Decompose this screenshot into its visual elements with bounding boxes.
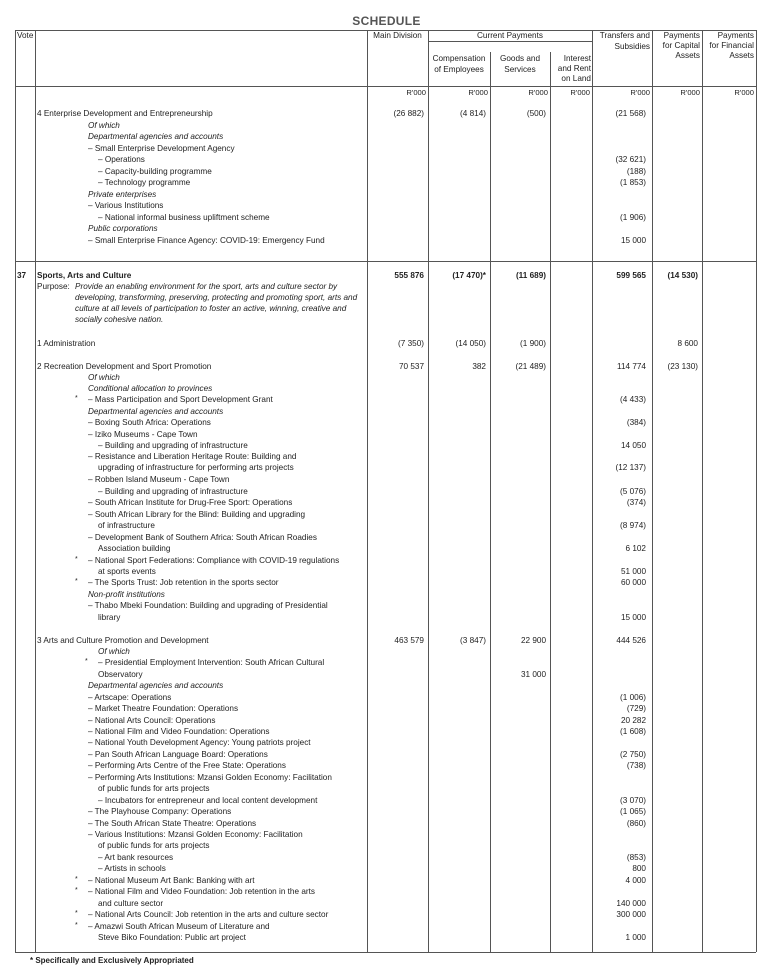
row-label: – National Arts Council: Job retention in the arts and culture sector <box>88 910 329 919</box>
amount-cell: (2 750) <box>620 750 646 759</box>
vote-separator-rule <box>15 261 756 262</box>
footnote: * Specifically and Exclusively Appropriated <box>30 956 194 965</box>
row-label: socially cohesive nation. <box>75 315 164 324</box>
row-label: library <box>98 613 121 622</box>
amount-cell: 15 000 <box>620 236 646 245</box>
header-capital-assets: Payments <box>663 31 700 40</box>
column-rule <box>652 30 653 952</box>
row-label: Purpose: <box>37 282 70 291</box>
row-label: – National Youth Development Agency: Young patriots project <box>88 738 311 747</box>
header-financial-assets: Assets <box>729 51 754 60</box>
amount-cell: 555 876 <box>394 271 424 280</box>
amount-cell: (3 070) <box>620 796 646 805</box>
row-label: Departmental agencies and accounts <box>88 407 224 416</box>
header-goods-services: Goods and <box>499 54 541 63</box>
row-label: 2 Recreation Development and Sport Promotion <box>37 362 212 371</box>
row-label: – Amazwi South African Museum of Literature and <box>88 922 270 931</box>
row-label: – National informal business upliftment scheme <box>98 213 270 222</box>
amount-cell: (1 608) <box>620 727 646 736</box>
amount-cell: 300 000 <box>616 910 646 919</box>
amount-cell: (26 882) <box>393 109 424 118</box>
row-label: – The Sports Trust: Job retention in the sports sector <box>88 578 279 587</box>
amount-cell: 22 900 <box>520 636 546 645</box>
amount-cell: 463 579 <box>394 636 424 645</box>
row-label: Public corporations <box>88 224 158 233</box>
amount-cell: 444 526 <box>616 636 646 645</box>
specific-appropriation-marker: * <box>75 910 78 917</box>
amount-cell: (1 900) <box>520 339 546 348</box>
specific-appropriation-marker: * <box>85 658 88 665</box>
specific-appropriation-marker: * <box>75 556 78 563</box>
amount-cell: (23 130) <box>667 362 698 371</box>
amount-cell: (3 847) <box>460 636 486 645</box>
row-label: developing, transforming, preserving, protecting and promoting sport, arts and <box>75 293 358 302</box>
row-label: – Development Bank of Southern Africa: South African Roadies <box>88 533 317 542</box>
row-label: – National Arts Council: Operations <box>88 716 216 725</box>
amount-cell: 1 000 <box>625 933 646 942</box>
row-label: – Technology programme <box>98 178 191 187</box>
header-financial-assets: Payments <box>717 31 754 40</box>
unit-label: R'000 <box>734 88 754 97</box>
row-label: Private enterprises <box>88 190 157 199</box>
table-bottom-rule <box>15 952 756 953</box>
row-label: of public funds for arts projects <box>98 841 210 850</box>
row-label: – Pan South African Language Board: Operations <box>88 750 268 759</box>
amount-cell: (21 568) <box>615 109 646 118</box>
row-label: – Iziko Museums - Cape Town <box>88 430 198 439</box>
amount-cell: (4 433) <box>620 395 646 404</box>
row-label: 3 Arts and Culture Promotion and Development <box>37 636 209 645</box>
row-label: – Art bank resources <box>98 853 174 862</box>
amount-cell: 14 050 <box>620 441 646 450</box>
row-label: Steve Biko Foundation: Public art project <box>98 933 246 942</box>
amount-cell: 51 000 <box>620 567 646 576</box>
vote-number: 37 <box>17 271 27 280</box>
amount-cell: 8 600 <box>677 339 698 348</box>
header-capital-assets: Assets <box>675 51 700 60</box>
row-label: – National Museum Art Bank: Banking with art <box>88 876 255 885</box>
specific-appropriation-marker: * <box>75 876 78 883</box>
unit-label: R'000 <box>570 88 590 97</box>
row-label: 1 Administration <box>37 339 96 348</box>
row-label: and culture sector <box>98 899 164 908</box>
header-goods-services: Services <box>504 65 536 74</box>
specific-appropriation-marker: * <box>75 887 78 894</box>
row-label: Non-profit institutions <box>88 590 165 599</box>
row-label: – Building and upgrading of infrastructure <box>98 441 248 450</box>
amount-cell: 140 000 <box>616 899 646 908</box>
amount-cell: (4 814) <box>460 109 486 118</box>
row-label: 4 Enterprise Development and Entrepreneurship <box>37 109 213 118</box>
amount-cell: (1 906) <box>620 213 646 222</box>
unit-label: R'000 <box>468 88 488 97</box>
amount-cell: 114 774 <box>617 362 646 371</box>
row-label: Departmental agencies and accounts <box>88 681 224 690</box>
header-current-payments: Current Payments <box>477 31 543 40</box>
amount-cell: (11 689) <box>515 271 546 280</box>
column-rule <box>35 30 36 952</box>
row-label: – South African Library for the Blind: Building and upgrading <box>88 510 306 519</box>
row-label: – Operations <box>98 155 145 164</box>
amount-cell: 60 000 <box>620 578 646 587</box>
amount-cell: (738) <box>626 761 646 770</box>
amount-cell: 6 102 <box>625 544 646 553</box>
amount-cell: 31 000 <box>520 670 546 679</box>
row-label: culture at all levels of participation to foster an active, winning, creative and <box>75 304 347 313</box>
amount-cell: (1 006) <box>620 693 646 702</box>
specific-appropriation-marker: * <box>75 922 78 929</box>
row-label: – Boxing South Africa: Operations <box>88 418 211 427</box>
specific-appropriation-marker: * <box>75 578 78 585</box>
row-label: – Artists in schools <box>98 864 166 873</box>
header-financial-assets: for Financial <box>709 41 754 50</box>
row-label: Association building <box>98 544 171 553</box>
header-capital-assets: for Capital <box>662 41 700 50</box>
row-label: Departmental agencies and accounts <box>88 132 224 141</box>
row-label: – Various Institutions: Mzansi Golden Economy: Facilitation <box>88 830 303 839</box>
unit-label: R'000 <box>680 88 700 97</box>
current-payments-rule <box>428 41 592 42</box>
amount-cell: (188) <box>626 167 646 176</box>
header-vote: Vote <box>17 31 34 40</box>
row-label: Of which <box>88 121 120 130</box>
row-label: – Capacity-building programme <box>98 167 212 176</box>
unit-label: R'000 <box>528 88 548 97</box>
row-label: – Incubators for entrepreneur and local content development <box>98 796 318 805</box>
row-label: Of which <box>98 647 130 656</box>
row-label: – Small Enterprise Development Agency <box>88 144 235 153</box>
header-compensation: of Employees <box>434 65 484 74</box>
row-label: – National Film and Video Foundation: Job retention in the arts <box>88 887 315 896</box>
row-label: – Building and upgrading of infrastructure <box>98 487 248 496</box>
row-label: – Various Institutions <box>88 201 164 210</box>
row-label: of public funds for arts projects <box>98 784 210 793</box>
amount-cell: (1 853) <box>620 178 646 187</box>
column-rule <box>550 52 551 952</box>
row-label: – Presidential Employment Intervention: South African Cultural <box>98 658 325 667</box>
row-label: Sports, Arts and Culture <box>37 271 132 280</box>
amount-cell: 382 <box>472 362 486 371</box>
amount-cell: (7 350) <box>398 339 424 348</box>
row-label: – National Sport Federations: Compliance with COVID-19 regulations <box>88 556 340 565</box>
header-main-division: Main Division <box>373 31 422 40</box>
amount-cell: (17 470)* <box>452 271 486 280</box>
row-label: – Performing Arts Centre of the Free State: Operations <box>88 761 286 770</box>
row-label: Provide an enabling environment for the sport, arts and culture sector by <box>75 282 338 291</box>
row-label: Of which <box>88 373 120 382</box>
amount-cell: (729) <box>626 704 646 713</box>
row-label: Observatory <box>98 670 143 679</box>
amount-cell: 4 000 <box>625 876 646 885</box>
unit-label: R'000 <box>406 88 426 97</box>
row-label: Conditional allocation to provinces <box>88 384 213 393</box>
row-label: – Artscape: Operations <box>88 693 172 702</box>
row-label: – South African Institute for Drug-Free Sport: Operations <box>88 498 293 507</box>
header-interest-rent: Interest <box>563 54 591 63</box>
amount-cell: (14 530) <box>667 271 698 280</box>
unit-label: R'000 <box>630 88 650 97</box>
row-label: – Market Theatre Foundation: Operations <box>88 704 239 713</box>
amount-cell: (21 489) <box>515 362 546 371</box>
column-rule <box>756 30 757 952</box>
amount-cell: 599 565 <box>616 271 646 280</box>
column-rule <box>702 30 703 952</box>
row-label: of infrastructure <box>98 521 155 530</box>
row-label: – Performing Arts Institutions: Mzansi Golden Economy: Facilitation <box>88 773 332 782</box>
amount-cell: (14 050) <box>455 339 486 348</box>
amount-cell: (853) <box>626 853 646 862</box>
column-rule <box>428 30 429 952</box>
amount-cell: 800 <box>632 864 646 873</box>
amount-cell: (384) <box>626 418 646 427</box>
column-rule <box>490 52 491 952</box>
amount-cell: (32 621) <box>615 155 646 164</box>
row-label: – Thabo Mbeki Foundation: Building and upgrading of Presidential <box>88 601 328 610</box>
amount-cell: 70 537 <box>398 362 424 371</box>
amount-cell: (1 065) <box>620 807 646 816</box>
row-label: – Small Enterprise Finance Agency: COVID-19: Emergency Fund <box>88 236 325 245</box>
header-bottom-rule <box>15 86 756 87</box>
amount-cell: 20 282 <box>620 716 646 725</box>
amount-cell: (860) <box>626 819 646 828</box>
page-title: SCHEDULE <box>352 14 421 28</box>
header-compensation: Compensation <box>432 54 486 63</box>
amount-cell: (12 137) <box>615 463 646 472</box>
row-label: at sports events <box>98 567 156 576</box>
column-rule <box>367 30 368 952</box>
row-label: – The South African State Theatre: Operations <box>88 819 257 828</box>
amount-cell: (374) <box>626 498 646 507</box>
header-transfers: Transfers and <box>599 31 650 40</box>
row-label: – Mass Participation and Sport Development Grant <box>88 395 273 404</box>
amount-cell: (500) <box>526 109 546 118</box>
row-label: – Robben Island Museum - Cape Town <box>88 475 230 484</box>
specific-appropriation-marker: * <box>75 395 78 402</box>
header-transfers: Subsidies <box>614 42 650 51</box>
row-label: – National Film and Video Foundation: Operations <box>88 727 270 736</box>
row-label: – Resistance and Liberation Heritage Route: Building and <box>88 452 297 461</box>
amount-cell: 15 000 <box>620 613 646 622</box>
header-interest-rent: on Land <box>561 74 591 83</box>
amount-cell: (8 974) <box>620 521 646 530</box>
row-label: – The Playhouse Company: Operations <box>88 807 232 816</box>
amount-cell: (5 076) <box>620 487 646 496</box>
row-label: upgrading of infrastructure for performing arts projects <box>98 463 294 472</box>
column-rule <box>15 30 16 952</box>
header-interest-rent: and Rent <box>557 64 591 73</box>
